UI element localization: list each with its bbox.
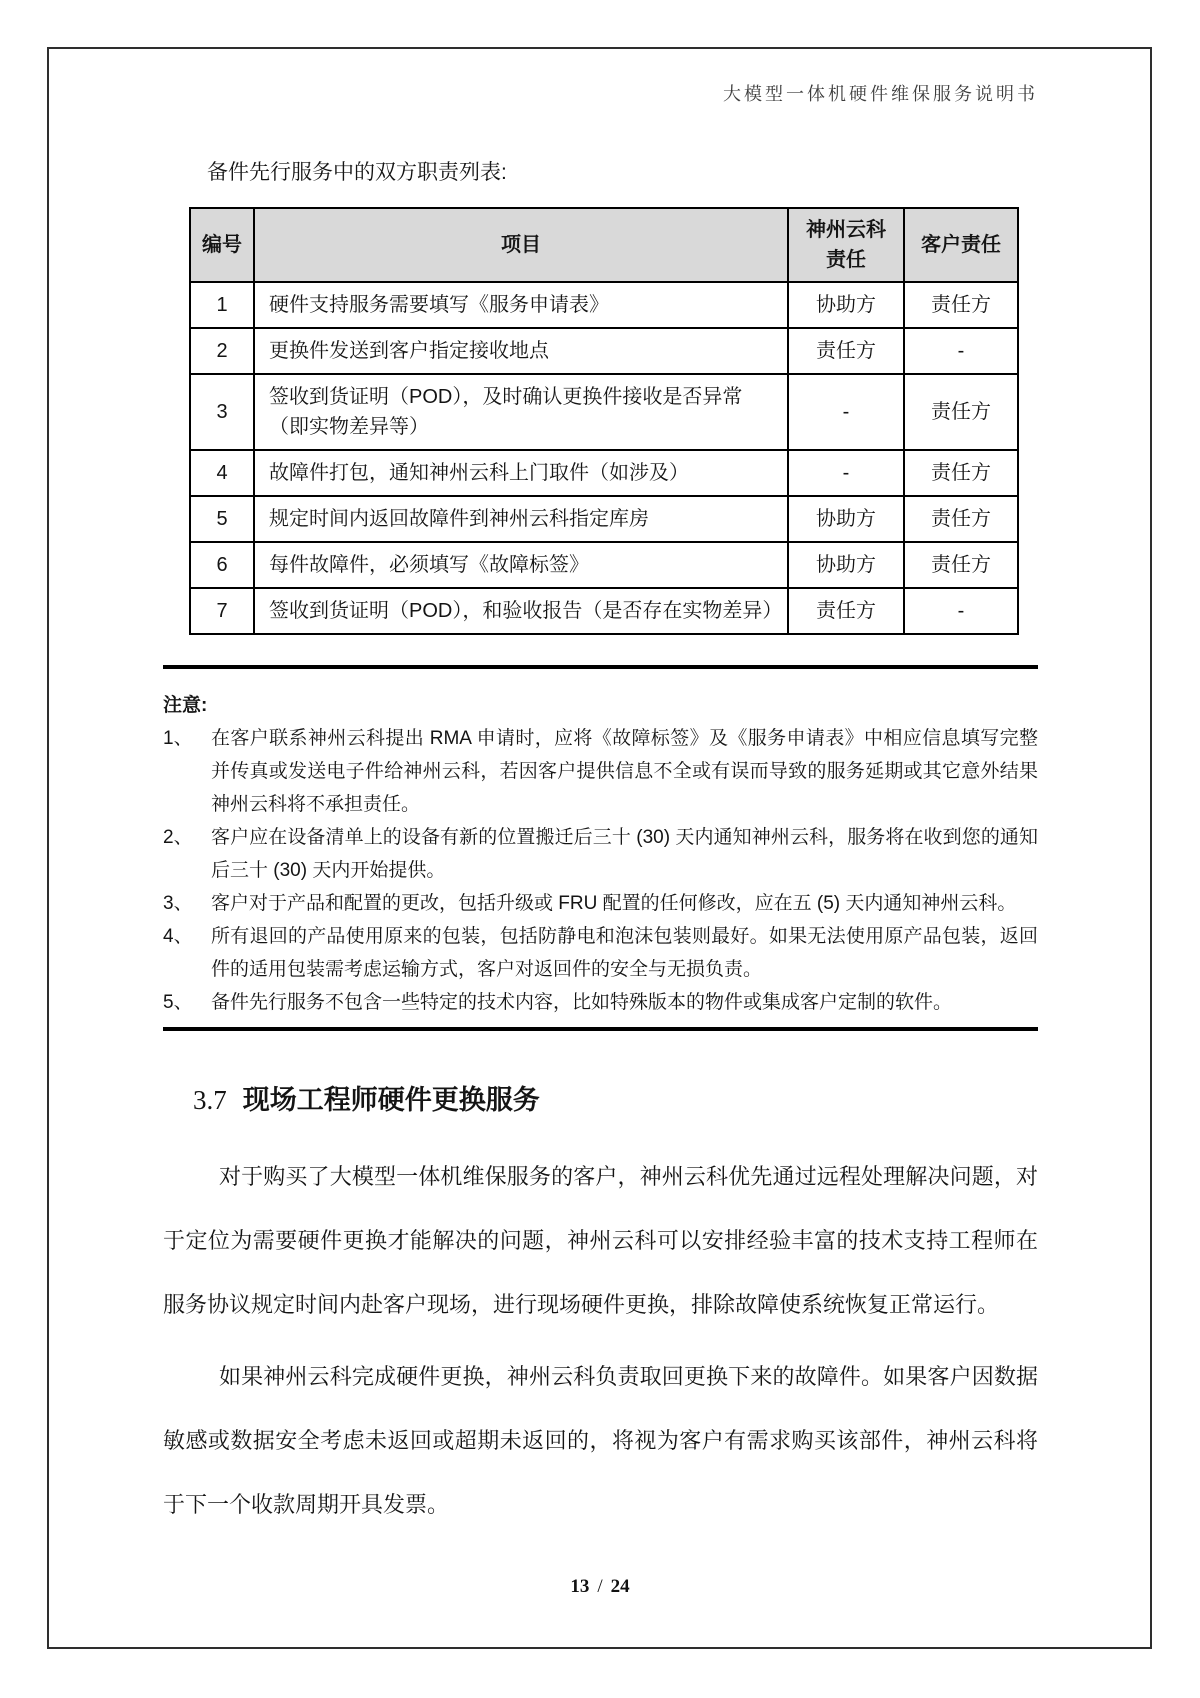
table-row — [190, 450, 1018, 496]
table-cell-no: 2 — [190, 328, 254, 374]
note-item — [163, 887, 1038, 920]
table-cell-item: 更换件发送到客户指定接收地点 — [254, 328, 788, 374]
table-row — [190, 496, 1018, 542]
table-cell-item: 签收到货证明（POD），和验收报告（是否存在实物差异） — [254, 588, 788, 634]
table-cell-no: 3 — [190, 374, 254, 450]
table-row — [190, 328, 1018, 374]
table-row — [190, 374, 1018, 450]
table-row — [190, 542, 1018, 588]
table-cell-customer: - — [904, 588, 1018, 634]
note-item — [163, 722, 1038, 821]
note-number: 4、 — [163, 926, 193, 947]
table-cell-vendor: - — [788, 374, 904, 450]
table-header-row — [190, 208, 1018, 282]
table-cell-vendor: 责任方 — [788, 588, 904, 634]
page-content — [163, 158, 1038, 1537]
table-cell-item: 签收到货证明（POD），及时确认更换件接收是否异常（即实物差异等） — [254, 374, 788, 450]
section-heading — [193, 1081, 1038, 1119]
table-cell-customer: 责任方 — [904, 374, 1018, 450]
note-text: 所有退回的产品使用原来的包装，包括防静电和泡沫包装则最好。如果无法使用原产品包装，返回件的适用包装需考虑运输方式，客户对返回件的安全与无损负责。 — [211, 926, 1038, 980]
note-number: 3、 — [163, 893, 193, 914]
table-cell-no: 5 — [190, 496, 254, 542]
table-header-item: 项目 — [254, 208, 788, 282]
section-number: 3.7 — [193, 1085, 227, 1115]
note-number: 2、 — [163, 827, 193, 848]
note-number: 5、 — [163, 992, 193, 1013]
divider-line — [163, 665, 1038, 669]
note-text: 备件先行服务不包含一些特定的技术内容，比如特殊版本的物件或集成客户定制的软件。 — [211, 992, 953, 1013]
table-row — [190, 282, 1018, 328]
paragraph: 对于购买了大模型一体机维保服务的客户，神州云科优先通过远程处理解决问题，对于定位为需要硬件更换才能解决的问题，神州云科可以安排经验丰富的技术支持工程师在服务协议规定时间内赴客户现场，进行现场硬件更换，排除故障使系统恢复正常运行。 — [163, 1164, 1038, 1317]
page-number — [0, 1576, 1200, 1598]
note-item — [163, 986, 1038, 1019]
table-cell-customer: 责任方 — [904, 450, 1018, 496]
page-number-total: 24 — [610, 1576, 630, 1597]
notes-label: 注意: — [163, 695, 208, 716]
table-cell-item: 故障件打包，通知神州云科上门取件（如涉及） — [254, 450, 788, 496]
table-header-no: 编号 — [190, 208, 254, 282]
note-item — [163, 821, 1038, 887]
table-cell-vendor: 协助方 — [788, 282, 904, 328]
page-number-current: 13 — [570, 1576, 590, 1597]
note-number: 1、 — [163, 728, 193, 749]
note-text: 客户应在设备清单上的设备有新的位置搬迁后三十 (30) 天内通知神州云科，服务将在收到您的通知后三十 (30) 天内开始提供。 — [211, 827, 1038, 881]
table-cell-item: 硬件支持服务需要填写《服务申请表》 — [254, 282, 788, 328]
note-text: 在客户联系神州云科提出 RMA 申请时，应将《故障标签》及《服务申请表》中相应信息填写完整并传真或发送电子件给神州云科，若因客户提供信息不全或有误而导致的服务延期或其它意外结果神州云科将不承担责任。 — [211, 728, 1038, 815]
divider-line — [163, 1027, 1038, 1031]
note-text: 客户对于产品和配置的更改，包括升级或 FRU 配置的任何修改，应在五 (5) 天内通知神州云科。 — [211, 893, 1017, 914]
table-cell-vendor: - — [788, 450, 904, 496]
section-title: 现场工程师硬件更换服务 — [242, 1085, 540, 1115]
table-cell-no: 7 — [190, 588, 254, 634]
table-header-vendor: 神州云科 责任 — [788, 208, 904, 282]
table-cell-item: 每件故障件，必须填写《故障标签》 — [254, 542, 788, 588]
table-cell-no: 4 — [190, 450, 254, 496]
table-cell-item: 规定时间内返回故障件到神州云科指定库房 — [254, 496, 788, 542]
table-cell-no: 6 — [190, 542, 254, 588]
table-cell-no: 1 — [190, 282, 254, 328]
table-cell-customer: 责任方 — [904, 542, 1018, 588]
table-cell-customer: 责任方 — [904, 282, 1018, 328]
table-row — [190, 588, 1018, 634]
document-header-title: 大模型一体机硬件维保服务说明书 — [723, 84, 1038, 104]
note-item — [163, 920, 1038, 986]
table-cell-vendor: 责任方 — [788, 328, 904, 374]
table-cell-customer: - — [904, 328, 1018, 374]
table-cell-vendor: 协助方 — [788, 542, 904, 588]
table-cell-vendor: 协助方 — [788, 496, 904, 542]
intro-text: 备件先行服务中的双方职责列表: — [207, 161, 507, 184]
table-cell-customer: 责任方 — [904, 496, 1018, 542]
page-number-separator: / — [597, 1576, 603, 1597]
paragraph: 如果神州云科完成硬件更换，神州云科负责取回更换下来的故障件。如果客户因数据敏感或数据安全考虑未返回或超期未返回的，将视为客户有需求购买该部件，神州云科将于下一个收款周期开具发票。 — [163, 1364, 1038, 1517]
responsibility-table — [189, 207, 1019, 635]
table-header-customer: 客户责任 — [904, 208, 1018, 282]
